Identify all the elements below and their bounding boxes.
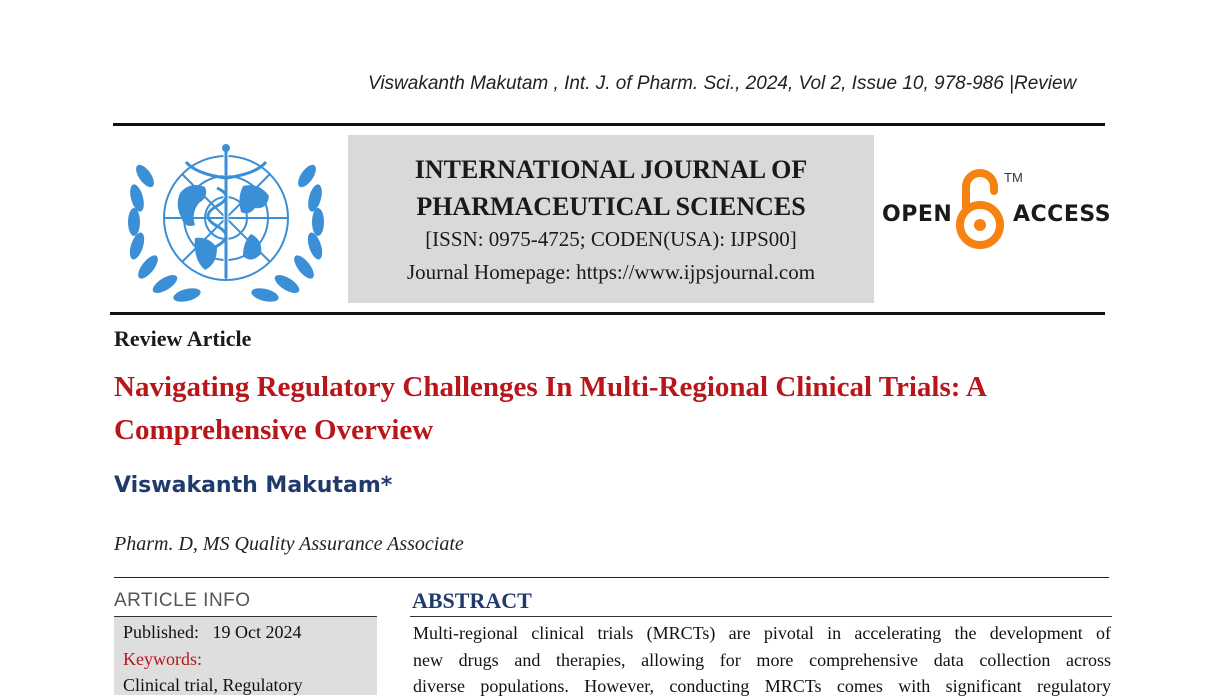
top-rule	[113, 123, 1105, 126]
abstract-rule	[410, 616, 1112, 617]
author-name: Viswakanth Makutam*	[114, 473, 393, 498]
running-head: Viswakanth Makutam , Int. J. of Pharm. Sci., 2024, Vol 2, Issue 10, 978-986 |Review	[368, 73, 1077, 94]
section-divider	[114, 577, 1109, 578]
open-access-logo	[880, 165, 1112, 253]
article-title: Navigating Regulatory Challenges In Multi-Regional Clinical Trials: A Comprehensive Overview	[114, 371, 987, 446]
article-info-heading: ARTICLE INFO	[114, 590, 251, 611]
article-type-label: Review Article	[114, 326, 252, 351]
open-access-open-text: OPEN	[882, 202, 953, 227]
issn-line: [ISSN: 0975-4725; CODEN(USA): IJPS00]	[425, 227, 797, 251]
open-access-access-text: ACCESS	[1013, 202, 1112, 227]
keywords-label: Keywords:	[123, 649, 202, 669]
published-date: 19 Oct 2024	[212, 622, 302, 642]
trademark-mark: TM	[1004, 170, 1023, 185]
journal-emblem-logo	[125, 138, 327, 304]
article-info-box	[114, 617, 377, 695]
abstract-line: Multi-regional clinical trials (MRCTs) are pivotal in accelerating the development of	[413, 623, 1111, 643]
journal-homepage-line: Journal Homepage: https://www.ijpsjournal.com	[406, 260, 816, 284]
journal-title: INTERNATIONAL JOURNAL OF PHARMACEUTICAL SCIENCES	[414, 155, 808, 221]
abstract-line: diverse populations. However, conducting MRCTs comes with significant regulatory	[413, 676, 1111, 696]
open-lock-icon	[955, 165, 1005, 251]
author-affiliation: Pharm. D, MS Quality Assurance Associate	[114, 533, 464, 555]
published-row	[123, 619, 302, 645]
abstract-body	[413, 620, 1111, 700]
abstract-line: new drugs and therapies, allowing for more comprehensive data collection across	[413, 649, 1111, 670]
published-label: Published:	[123, 622, 200, 642]
journal-masthead	[348, 135, 874, 303]
abstract-heading: ABSTRACT	[412, 588, 532, 613]
keywords-value: Clinical trial, Regulatory	[123, 675, 303, 695]
header-bottom-rule	[110, 312, 1105, 315]
